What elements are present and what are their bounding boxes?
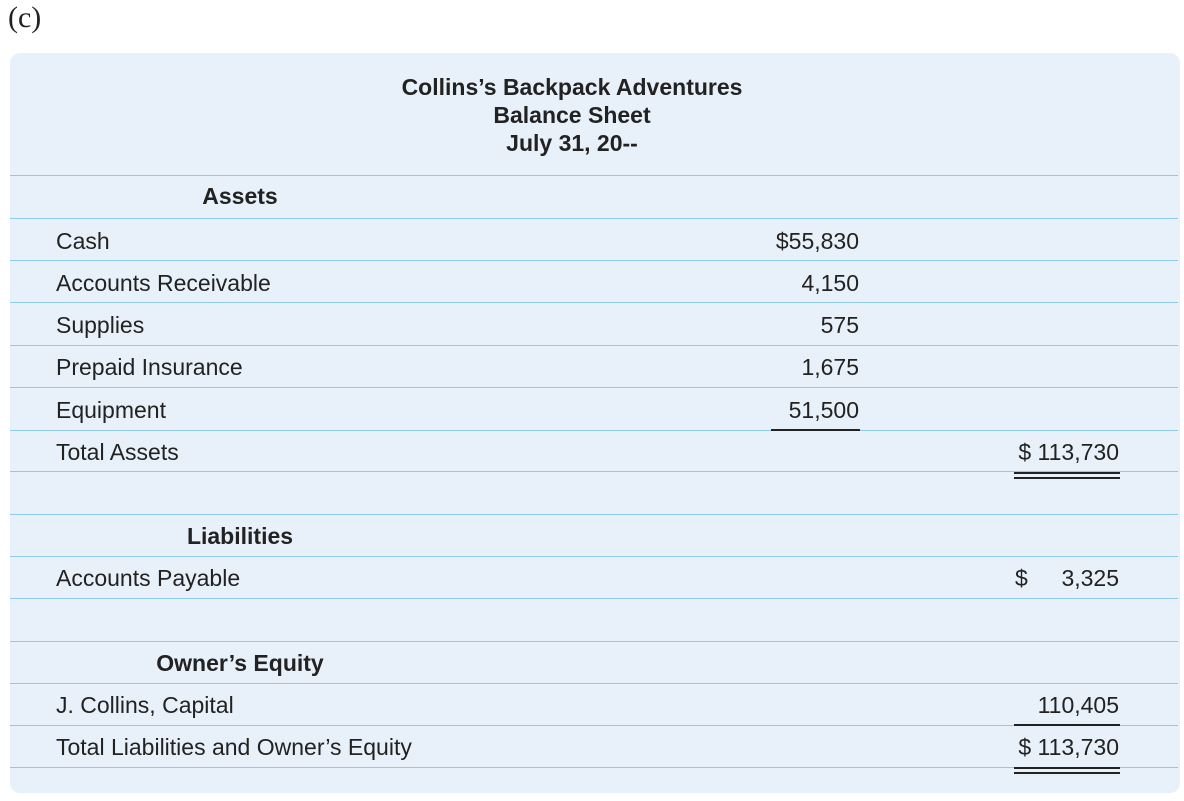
asset-label-accounts-receivable: Accounts Receivable [56,270,271,296]
row-divider [10,430,1178,431]
row-divider [10,302,1178,303]
row-divider [10,641,1178,642]
row-divider [10,175,1178,176]
row-divider [10,598,1178,599]
row-divider [10,556,1178,557]
liability-currency-symbol: $ [1015,565,1028,591]
asset-label-equipment: Equipment [56,397,166,423]
asset-amount-equipment: 51,500 [788,397,859,423]
subtotal-underline [1014,724,1120,726]
company-name: Collins’s Backpack Adventures [401,74,743,100]
equity-heading: Owner’s Equity [156,650,324,676]
balance-sheet-panel [10,53,1180,793]
total-liabilities-equity-label: Total Liabilities and Owner’s Equity [56,734,412,760]
row-divider [10,514,1178,515]
statement-date: July 31, 20-- [506,130,638,156]
liabilities-heading: Liabilities [186,523,294,549]
equity-amount-capital: 110,405 [1037,692,1119,718]
total-assets-amount: $ 113,730 [1018,439,1119,465]
part-label: (c) [8,1,42,34]
liability-amount-accounts-payable: 3,325 [1061,565,1119,591]
row-divider [10,683,1178,684]
liability-label-accounts-payable: Accounts Payable [56,565,241,591]
asset-label-supplies: Supplies [56,312,145,338]
total-assets-label: Total Assets [56,439,179,465]
row-divider [10,218,1178,219]
asset-label-cash: Cash [56,228,110,254]
row-divider [10,767,1178,768]
row-divider [10,725,1178,726]
asset-amount-accounts-receivable: 4,150 [801,270,859,296]
row-divider [10,387,1178,388]
equity-label-capital: J. Collins, Capital [56,692,234,718]
total-double-underline [1014,767,1120,774]
row-divider [10,260,1178,261]
subtotal-underline [771,429,860,431]
asset-amount-prepaid-insurance: 1,675 [801,354,859,380]
asset-amount-supplies: 575 [820,312,859,338]
asset-amount-cash: $55,830 [775,228,859,254]
row-divider [10,471,1178,472]
assets-heading: Assets [202,183,278,209]
row-divider [10,345,1178,346]
asset-label-prepaid-insurance: Prepaid Insurance [56,354,243,380]
total-double-underline [1014,472,1120,479]
total-liabilities-equity-amount: $ 113,730 [1018,734,1119,760]
statement-title: Balance Sheet [493,102,651,128]
